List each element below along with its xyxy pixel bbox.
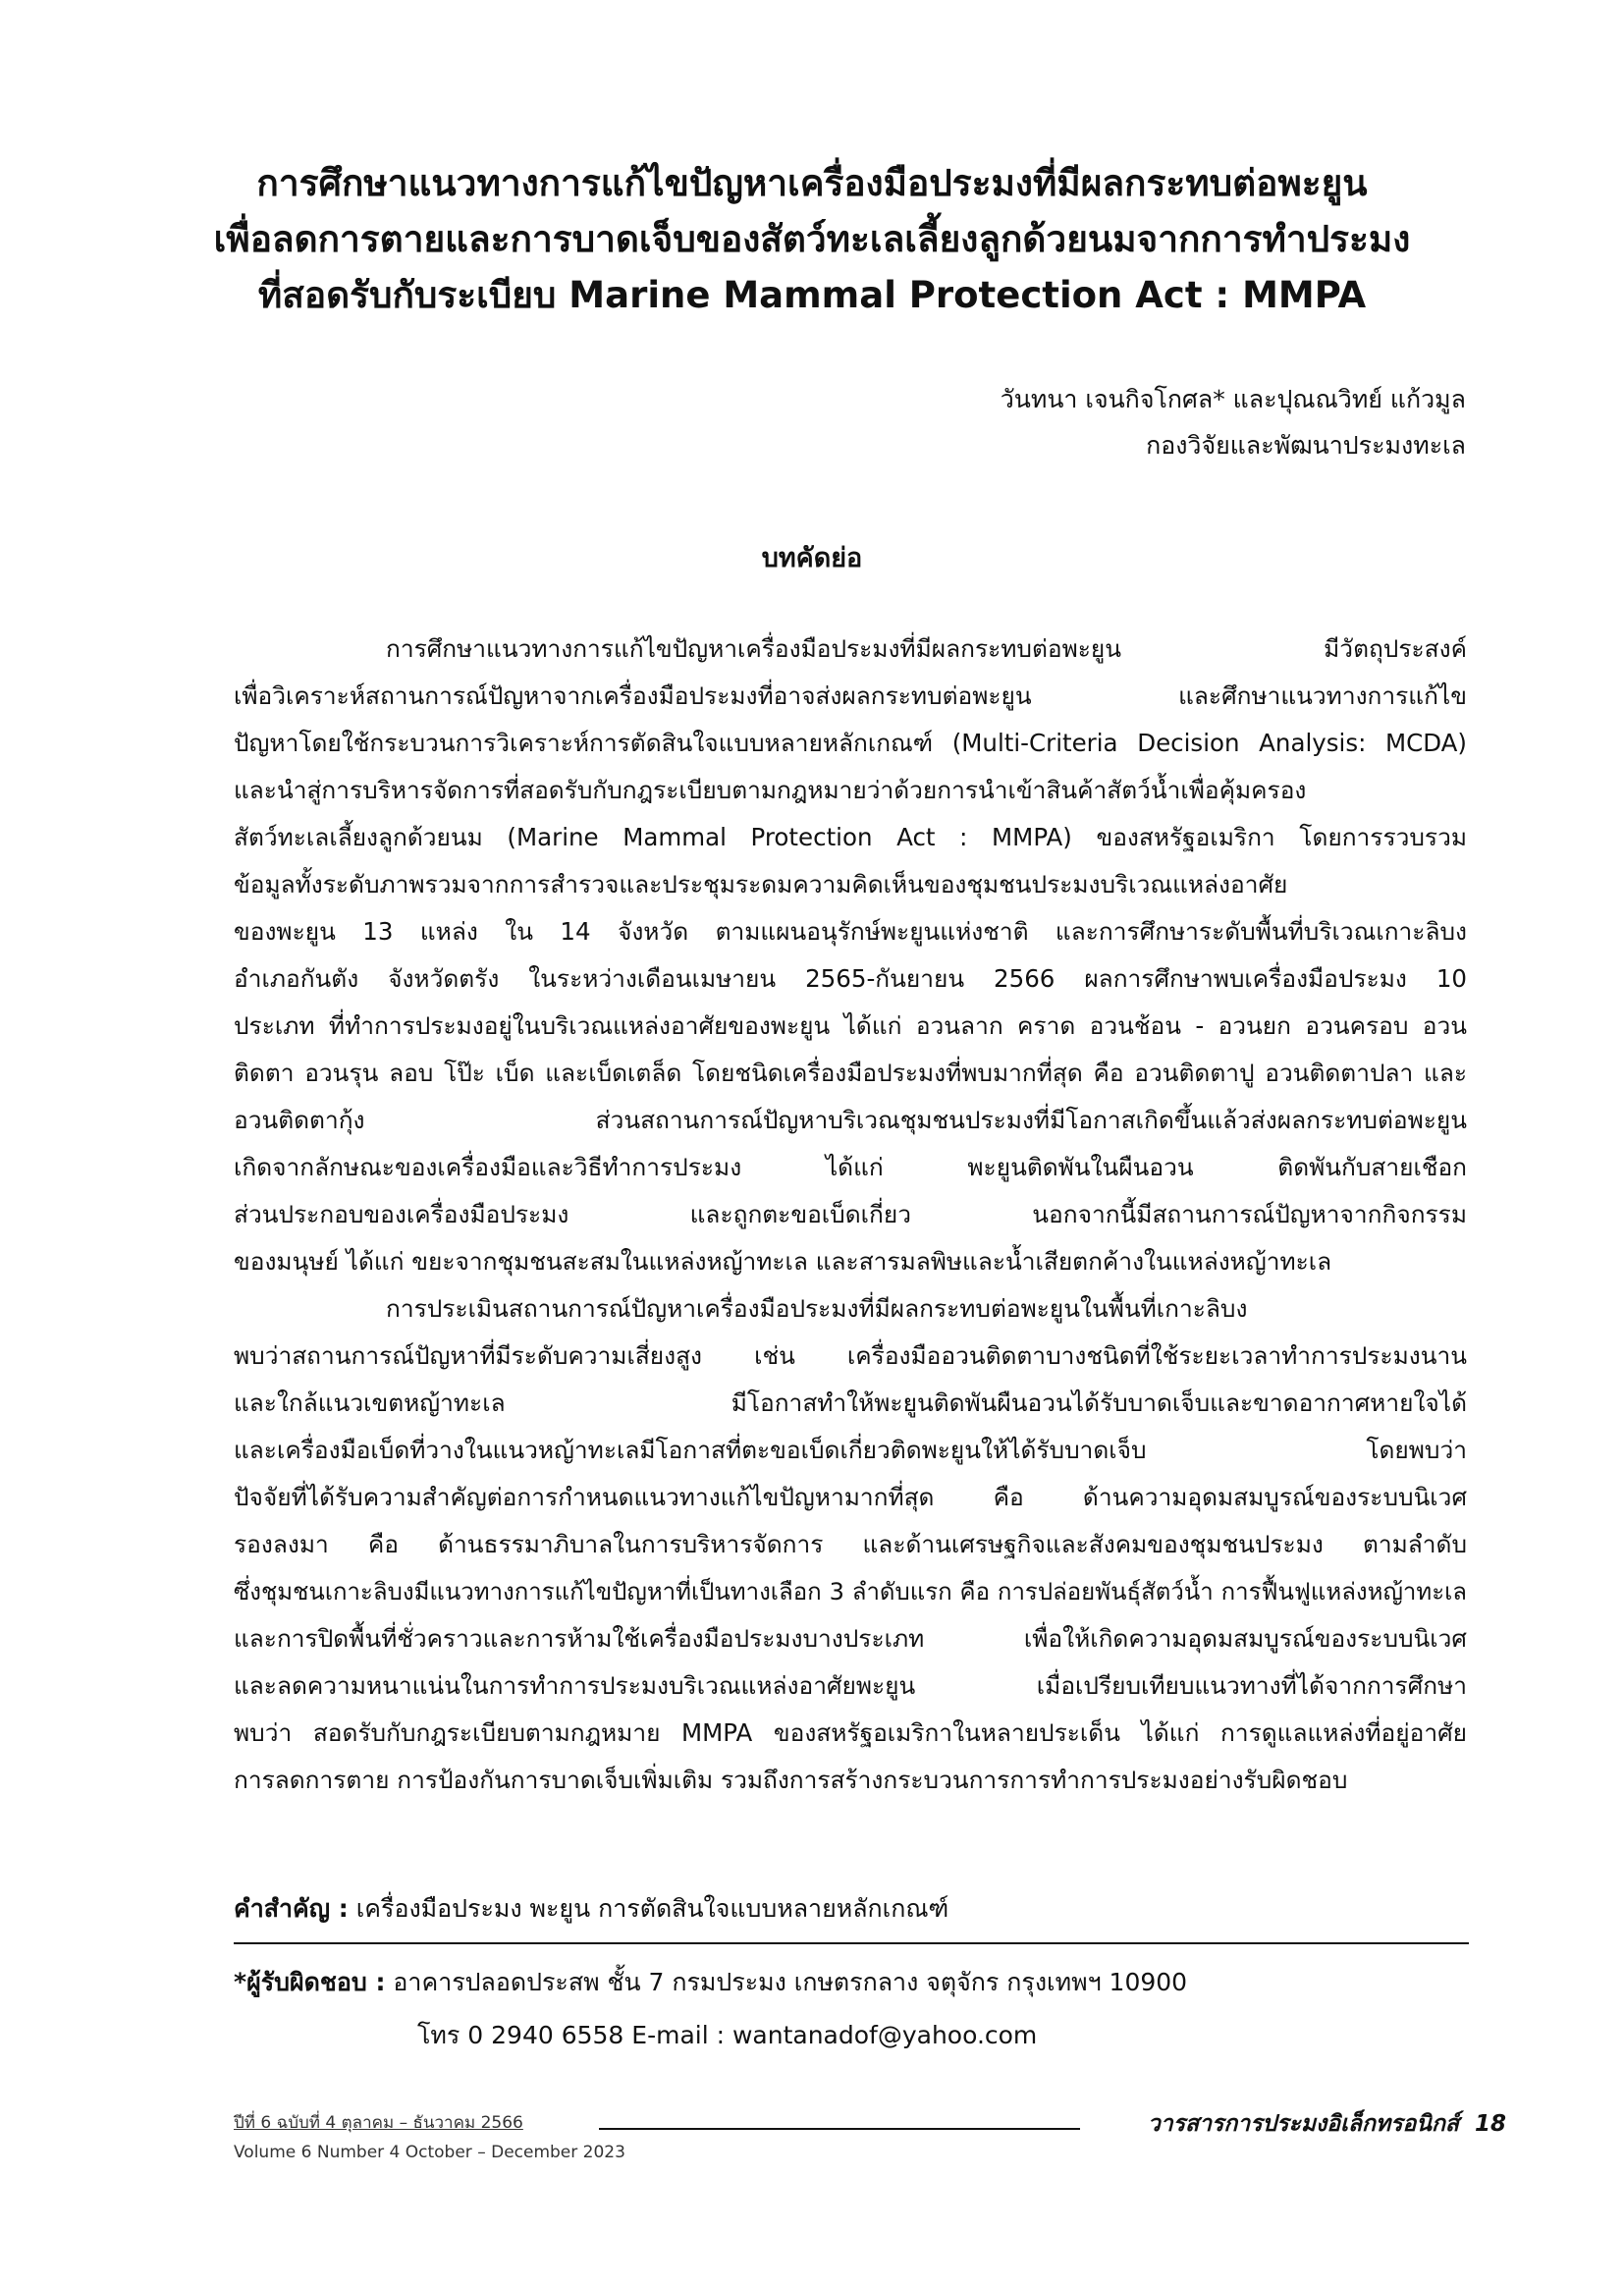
abstract-paragraph-1 [234,626,1467,1285]
abstract-line: ส่วนประกอบของเครื่องมือประมง และถูกตะขอเบ็ดเกี่ยว นอกจากนี้มีสถานการณ์ปัญหาจากกิจกรรม [234,1200,1467,1228]
abstract-line: และลดความหนาแน่นในการทำการประมงบริเวณแหล่งอาศัยพะยูน เมื่อเปรียบเทียบแนวทางที่ได้จากการศึกษา [234,1671,1467,1700]
abstract-line: การลดการตาย การป้องกันการบาดเจ็บเพิ่มเติม รวมถึงการสร้างกระบวนการการทำการประมงอย่างรับผิดชอบ [234,1766,1348,1794]
abstract-line: การศึกษาแนวทางการแก้ไขปัญหาเครื่องมือประมงที่มีผลกระทบต่อพะยูน มีวัตถุประสงค์ [386,634,1467,663]
footer-divider [599,2128,1080,2130]
abstract-line: และเครื่องมือเบ็ดที่วางในแนวหญ้าทะเลมีโอกาสที่ตะขอเบ็ดเกี่ยวติดพะยูนให้ได้รับบาดเจ็บ โดยพบว่า [234,1436,1467,1464]
title-line-2: เพื่อลดการตายและการบาดเจ็บของสัตว์ทะเลเลี้ยงลูกด้วยนมจากการทำประมง [213,218,1411,260]
abstract-body [234,626,1467,1804]
corresponding-author [234,1956,1187,2062]
divider [234,1942,1469,1944]
abstract-line: การประเมินสถานการณ์ปัญหาเครื่องมือประมงที่มีผลกระทบต่อพะยูนในพื้นที่เกาะลิบง [386,1294,1248,1323]
title-line-1: การศึกษาแนวทางการแก้ไขปัญหาเครื่องมือประมงที่มีผลกระทบต่อพะยูน [256,162,1368,204]
corresponding-phone-email: โทร 0 2940 6558 E-mail : wantanadof@yahoo.com [417,2021,1038,2049]
abstract-line: ปัจจัยที่ได้รับความสำคัญต่อการกำหนดแนวทางแก้ไขปัญหามากที่สุด คือ ด้านความอุดมสมบูรณ์ของระบบนิเวศ [234,1483,1467,1511]
abstract-line: ติดตา อวนรุน ลอบ โป๊ะ เบ็ด และเบ็ดเตล็ด โดยชนิดเครื่องมือประมงที่พบมากที่สุด คือ อวนติดตาปู อวนติดตาปลา และ [234,1059,1467,1087]
author-affiliation: กองวิจัยและพัฒนาประมงทะเล [1146,431,1466,460]
corresponding-address: อาคารปลอดประสพ ชั้น 7 กรมประมง เกษตรกลาง จตุจักร กรุงเทพฯ 10900 [393,1968,1188,1996]
journal-name: วารสารการประมงอิเล็กทรอนิกส์ [1147,2111,1459,2137]
abstract-line: สัตว์ทะเลเลี้ยงลูกด้วยนม (Marine Mammal Protection Act : MMPA) ของสหรัฐอเมริกา โดยการรวบรวม [234,823,1467,851]
footer-journal [1148,2109,1506,2139]
abstract-line: ประเภท ที่ทำการประมงอยู่ในบริเวณแหล่งอาศัยของพะยูน ได้แก่ อวนลาก คราด อวนช้อน - อวนยก อวนครอบ อวน [234,1011,1467,1040]
abstract-line: อวนติดตากุ้ง ส่วนสถานการณ์ปัญหาบริเวณชุมชนประมงที่มีโอกาสเกิดขึ้นแล้วส่งผลกระทบต่อพะยูน [234,1106,1467,1134]
abstract-line: พบว่าสถานการณ์ปัญหาที่มีระดับความเสี่ยงสูง เช่น เครื่องมืออวนติดตาบางชนิดที่ใช้ระยะเวลาทำการประมงนาน [234,1341,1467,1370]
abstract-line: และการปิดพื้นที่ชั่วคราวและการห้ามใช้เครื่องมือประมงบางประเภท เพื่อให้เกิดความอุดมสมบูรณ์ของระบบนิเวศ [234,1624,1467,1653]
abstract-line: พบว่า สอดรับกับกฎระเบียบตามกฎหมาย MMPA ของสหรัฐอเมริกาในหลายประเด็น ได้แก่ การดูแลแหล่งที่อยู่อาศัย [234,1718,1467,1747]
abstract-line: ของพะยูน 13 แหล่ง ใน 14 จังหวัด ตามแผนอนุรักษ์พะยูนแห่งชาติ และการศึกษาระดับพื้นที่บริเวณเกาะลิบง [234,917,1467,946]
abstract-line: อำเภอกันตัง จังหวัดตรัง ในระหว่างเดือนเมษายน 2565-กันยายน 2566 ผลการศึกษาพบเครื่องมือประมง 10 [234,964,1467,993]
abstract-paragraph-2 [234,1285,1467,1804]
page-number: 18 [1474,2111,1506,2137]
keywords-text: เครื่องมือประมง พะยูน การตัดสินใจแบบหลายหลักเกณฑ์ [355,1894,949,1923]
abstract-line: ของมนุษย์ ได้แก่ ขยะจากชุมชนสะสมในแหล่งหญ้าทะเล และสารมลพิษและน้ำเสียตกค้างในแหล่งหญ้าทะเล [234,1247,1332,1276]
footer-issue-thai: ปีที่ 6 ฉบับที่ 4 ตุลาคม – ธันวาคม 2566 [234,2113,523,2133]
abstract-line: ซึ่งชุมชนเกาะลิบงมีแนวทางการแก้ไขปัญหาที่เป็นทางเลือก 3 ลำดับแรก คือ การปล่อยพันธุ์สัตว์น้ำ การฟื้นฟูแหล่งหญ้าทะเล [234,1578,1467,1606]
footer-issue [234,2108,625,2167]
author-block [1001,376,1466,468]
keywords [234,1887,948,1931]
author-names: วันทนา เจนกิจโกศล* และปุณณวิทย์ แก้วมูล [1000,385,1466,413]
abstract-line: ข้อมูลทั้งระดับภาพรวมจากการสำรวจและประชุมระดมความคิดเห็นของชุมชนประมงบริเวณแหล่งอาศัย [234,870,1288,898]
abstract-line: และใกล้แนวเขตหญ้าทะเล มีโอกาสทำให้พะยูนติดพันผืนอวนได้รับบาดเจ็บและขาดอากาศหายใจได้ [234,1388,1467,1417]
abstract-line: และนำสู่การบริหารจัดการที่สอดรับกับกฎระเบียบตามกฎหมายว่าด้วยการนำเข้าสินค้าสัตว์น้ำเพื่อคุ้มครอง [234,776,1307,804]
title-line-3: ที่สอดรับกับระเบียบ Marine Mammal Protection Act : MMPA [257,274,1367,316]
abstract-line: รองลงมา คือ ด้านธรรมาภิบาลในการบริหารจัดการ และด้านเศรษฐกิจและสังคมของชุมชนประมง ตามลำดับ [234,1530,1467,1558]
keywords-label: คำสำคัญ : [234,1894,349,1923]
abstract-line: เกิดจากลักษณะของเครื่องมือและวิธีทำการประมง ได้แก่ พะยูนติดพันในผืนอวน ติดพันกับสายเชือก [234,1153,1467,1181]
corresponding-label: *ผู้รับผิดชอบ : [234,1968,386,1996]
paper-title [196,155,1428,323]
footer-issue-english: Volume 6 Number 4 October – December 2023 [234,2143,625,2162]
abstract-line: เพื่อวิเคราะห์สถานการณ์ปัญหาจากเครื่องมือประมงที่อาจส่งผลกระทบต่อพะยูน และศึกษาแนวทางการแก้ไข [234,681,1467,710]
abstract-line: ปัญหาโดยใช้กระบวนการวิเคราะห์การตัดสินใจแบบหลายหลักเกณฑ์ (Multi-Criteria Decision Analysis: MCDA) [234,729,1467,757]
abstract-heading: บทคัดย่อ [761,543,863,573]
